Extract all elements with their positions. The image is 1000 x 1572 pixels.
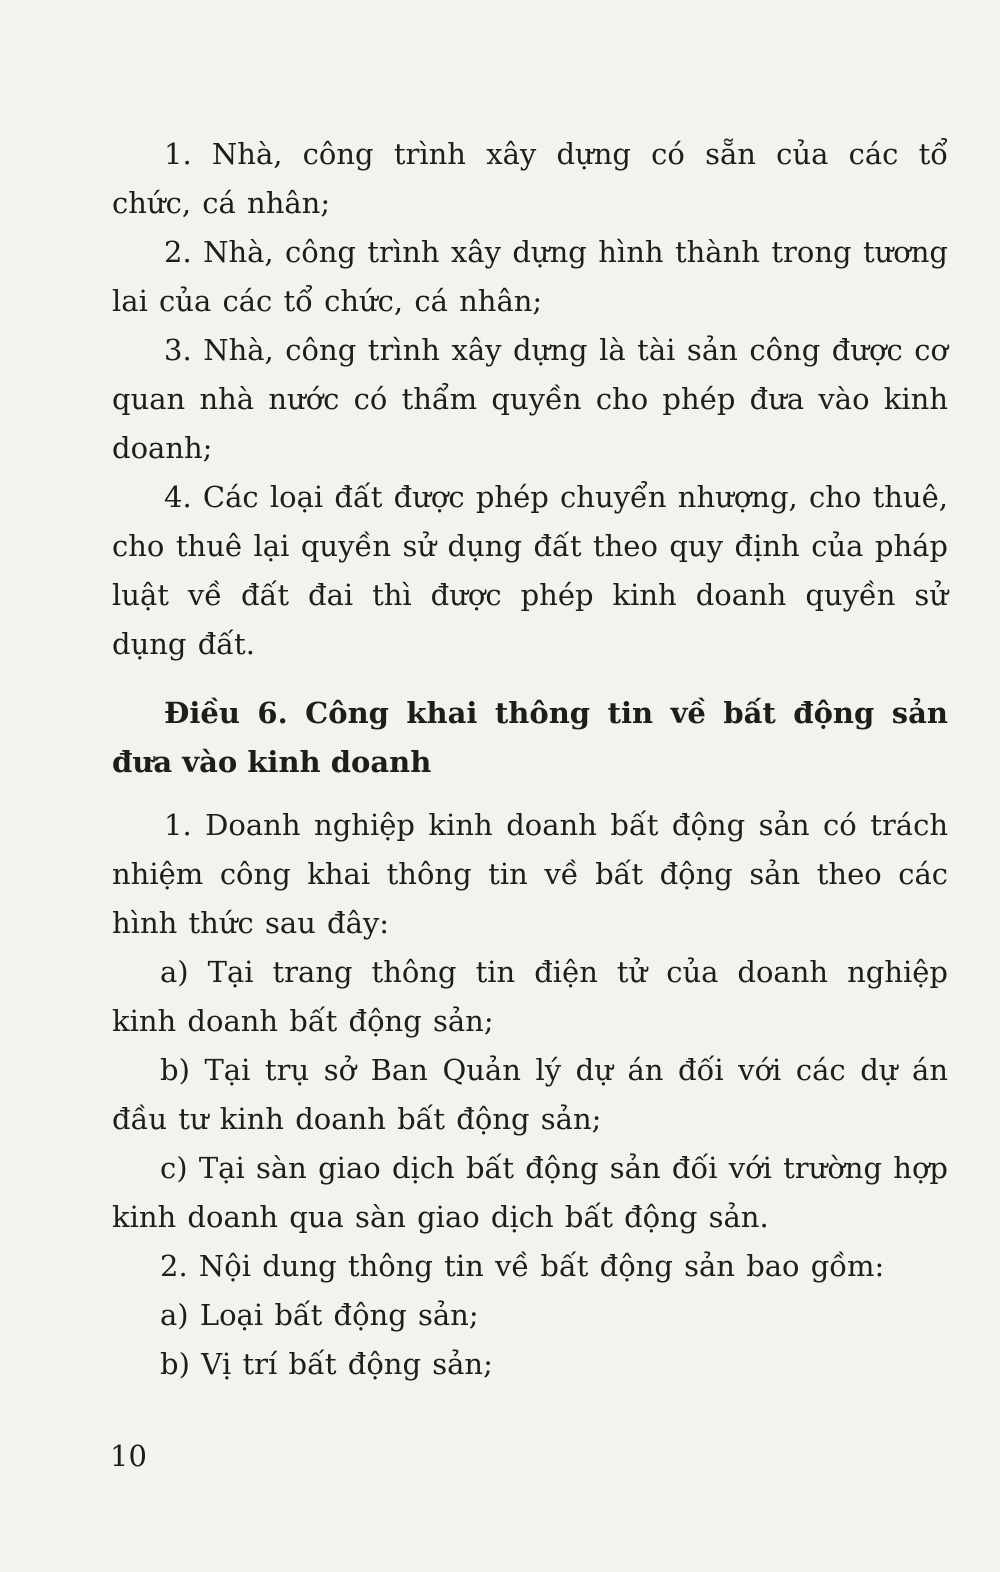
list-item: 1. Nhà, công trình xây dựng có sẵn của các tổ chức, cá nhân; (112, 137, 948, 220)
list-item: 2. Nhà, công trình xây dựng hình thành trong tương lai của các tổ chức, cá nhân; (112, 235, 948, 318)
clause-2-b: b) Vị trí bất động sản; (160, 1347, 493, 1381)
page-number: 10 (110, 1439, 147, 1473)
list-item: 4. Các loại đất được phép chuyển nhượng, cho thuê, cho thuê lại quyền sử dụng đất theo quy định của pháp luật về đất đai thì được phép kinh doanh quyền sử dụng đất. (112, 480, 948, 661)
clause-1-b: b) Tại trụ sở Ban Quản lý dự án đối với các dự án đầu tư kinh doanh bất động sản; (112, 1053, 948, 1136)
page-text (112, 130, 948, 1389)
list-item: 3. Nhà, công trình xây dựng là tài sản công được cơ quan nhà nước có thẩm quyền cho phép đưa vào kinh doanh; (112, 333, 948, 465)
clause-1-a: a) Tại trang thông tin điện tử của doanh nghiệp kinh doanh bất động sản; (112, 955, 948, 1038)
clause-1-c: c) Tại sàn giao dịch bất động sản đối với trường hợp kinh doanh qua sàn giao dịch bất động sản. (112, 1151, 948, 1234)
clause-2: 2. Nội dung thông tin về bất động sản bao gồm: (160, 1249, 885, 1283)
clause-1: 1. Doanh nghiệp kinh doanh bất động sản có trách nhiệm công khai thông tin về bất động sản theo các hình thức sau đây: (112, 808, 948, 940)
article-heading: Điều 6. Công khai thông tin về bất động sản đưa vào kinh doanh (112, 696, 948, 779)
clause-2-a: a) Loại bất động sản; (160, 1298, 479, 1332)
